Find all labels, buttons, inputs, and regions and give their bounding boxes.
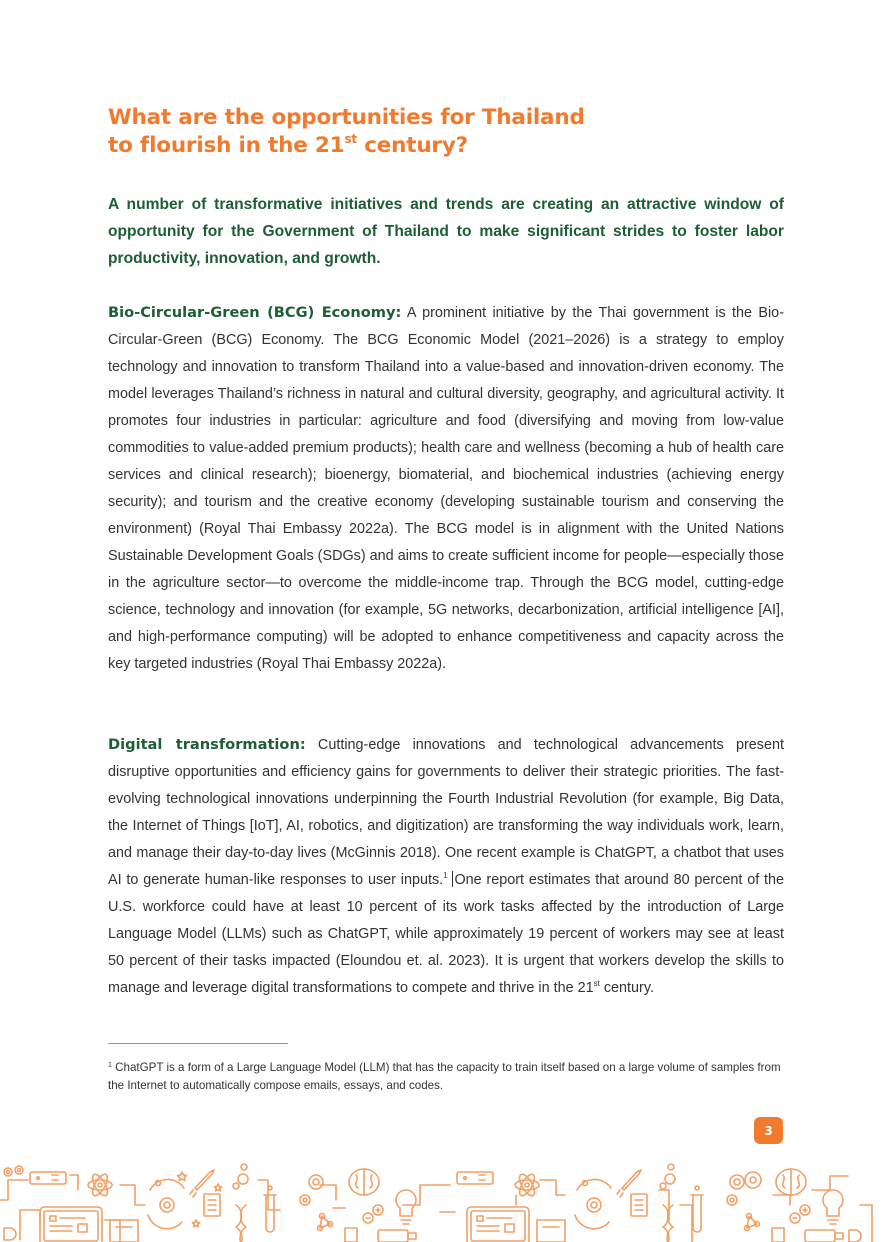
bcg-economy-heading: Bio-Circular-Green (BCG) Economy: <box>108 304 402 321</box>
rocket-icon <box>617 1170 641 1197</box>
plus-minus-icon <box>363 1205 383 1223</box>
body-superscript: st <box>593 979 600 988</box>
monitor-icon <box>40 1207 102 1242</box>
plus-minus-icon <box>790 1205 810 1223</box>
server-icon <box>30 1172 66 1184</box>
bcg-economy-body: A prominent initiative by the Thai government is the Bio-Circular-Green (BCG) Economy. The BCG Economic Model (2021–2026) is a strategy to employ technology and innovation to transform Thailand into a value-based and innovation-driven economy. The model leverages Thailand’s richness in natural and cultural diversity, geography, and agricultural activity. It promotes four industries in particular: agriculture and food (diversifying and moving from low-value commodities to value-added premium products); health care and wellness (becoming a hub of health care services and clinical research); bioenergy, biomaterial, and biochemical industries (achieving energy security); and tourism and the creative economy (developing sustainable tourism and conserving the environment) (Royal Thai Embassy 2022a). The BCG model is in alignment with the United Nations Sustainable Development Goals (SDGs) and aims to create sufficient income for people—especially those in the agriculture sector—to overcome the middle-income trap. Through the BCG model, cutting-edge science, technology and innovation (for example, 5G networks, decarbonization, artificial intelligence [AI], and high-performance computing) will be adopted to enhance competitiveness and capacity across the key targeted industries (Royal Thai Embassy 2022a). <box>108 305 784 672</box>
dna-icon <box>236 1205 246 1242</box>
brain-icon <box>776 1169 806 1195</box>
footnote-divider <box>108 1043 288 1044</box>
monitor-icon <box>467 1207 529 1242</box>
footnote-reference[interactable]: 1 <box>443 871 448 880</box>
page-number: 3 <box>764 1123 773 1138</box>
molecule-icon <box>233 1164 248 1189</box>
document-icon <box>631 1194 647 1216</box>
rocket-icon <box>190 1170 214 1197</box>
brain-icon <box>349 1169 379 1195</box>
network-node-icon <box>318 1214 333 1231</box>
gears-icon <box>727 1172 761 1205</box>
email-tag-icon <box>110 1220 138 1242</box>
dna-icon <box>663 1205 673 1242</box>
title-line-1: What are the opportunities for Thailand <box>108 105 585 130</box>
lead-paragraph: A number of transformative initiatives and trends are creating an attractive window of opportunity for the Government of Thailand to make significant strides to foster labor productivity, innovation, and growth. <box>108 196 784 267</box>
lightbulb-icon <box>823 1190 843 1224</box>
plug-icon <box>4 1228 16 1240</box>
circuit-lines-icon <box>0 1175 872 1242</box>
test-tube-icon <box>264 1186 276 1232</box>
plug-icon <box>849 1230 861 1242</box>
digital-transformation-paragraph <box>108 731 784 1002</box>
lightbulb-icon <box>396 1190 416 1224</box>
page-title <box>108 104 708 160</box>
page-number-badge <box>754 1117 783 1144</box>
gears-icon <box>300 1175 323 1205</box>
server-icon <box>457 1172 493 1184</box>
orbit-gear-icon <box>148 1179 184 1228</box>
document-icon <box>204 1194 220 1216</box>
atom-icon <box>88 1172 112 1198</box>
title-line-2-pre: to flourish in the 21 <box>108 133 345 158</box>
orbit-gear-icon <box>575 1179 611 1228</box>
gears-icon <box>4 1166 23 1176</box>
footnote-marker: 1 <box>108 1062 112 1069</box>
test-tube-icon <box>691 1186 703 1232</box>
molecule-icon <box>660 1164 675 1189</box>
atom-icon <box>515 1172 539 1198</box>
usb-drive-icon <box>772 1228 843 1242</box>
digital-transformation-heading: Digital transformation: <box>108 736 306 753</box>
digital-transformation-body-end: century. <box>599 980 654 996</box>
usb-drive-icon <box>345 1228 416 1242</box>
digital-transformation-body-2: One report estimates that around 80 percent of the U.S. workforce could have at least 10 percent of its work tasks affected by the introduction of Large Language Model (LLMs) such as ChatGPT, while approximately 19 percent of workers may see at least 50 percent of their tasks impacted (Eloundou et. al. 2023). It is urgent that workers develop the skills to manage and leverage digital transformations to compete and thrive in the 21 <box>108 872 785 996</box>
network-node-icon <box>745 1214 760 1231</box>
title-superscript: st <box>344 132 357 146</box>
decorative-tech-illustration-band <box>0 1150 891 1242</box>
footnote <box>108 1059 786 1095</box>
title-line-2-post: century? <box>356 133 468 158</box>
digital-transformation-body-1: Cutting-edge innovations and technological advancements present disruptive opportunities and efficiency gains for governments to deliver their strategic priorities. The fast-evolving technological innovations underpinning the Fourth Industrial Revolution (for example, Big Data, the Internet of Things [IoT], AI, robotics, and digitization) are transforming the way individuals work, learn, and manage their day-to-day lives (McGinnis 2018). One recent example is ChatGPT, a chatbot that uses AI to generate human-like responses to user inputs. <box>108 737 784 888</box>
bcg-economy-paragraph <box>108 299 784 678</box>
footnote-text: ChatGPT is a form of a Large Language Model (LLM) that has the capacity to train itself based on a large volume of samples from the Internet to automatically compose emails, essays, and codes. <box>108 1061 781 1092</box>
email-tag-icon <box>537 1220 565 1242</box>
